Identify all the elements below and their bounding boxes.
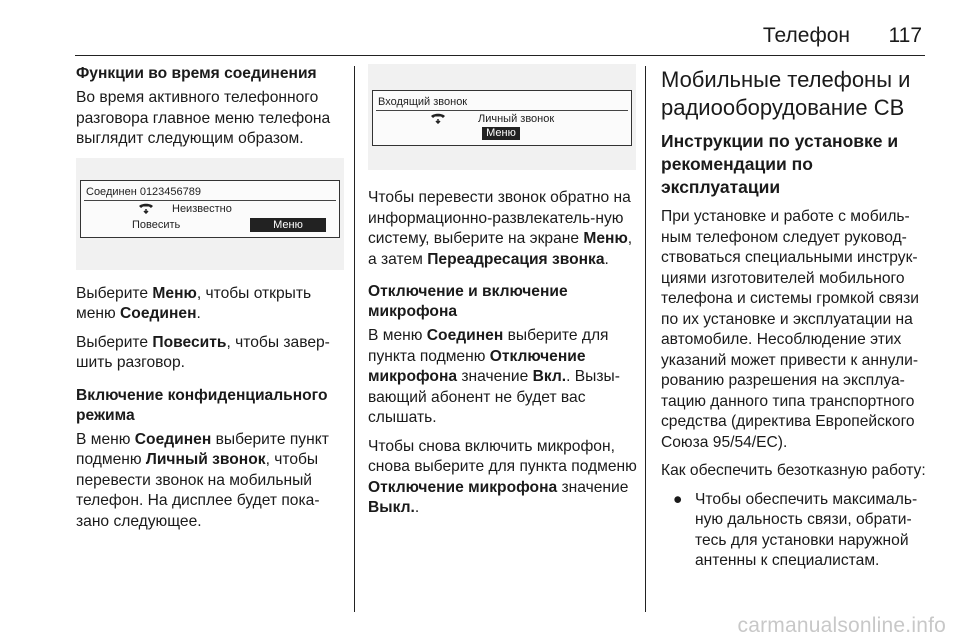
term-menu: Меню: [152, 284, 197, 302]
page-number: 117: [888, 24, 922, 47]
column-divider-1: [354, 66, 355, 612]
intro-paragraph: Во время активного телефонного разговора главное меню телефона выглядит следующим образом.: [76, 89, 331, 147]
text: Выберите: [76, 284, 153, 302]
paragraph-mute-on: [368, 326, 638, 429]
paragraph-select-menu: [76, 284, 344, 325]
paragraph-installation: При установке и работе с мобиль-ным телефоном следует руковод-ствоваться специальными инструк-циями изготовителей мобильного телефона и системы громкой связи по их установке и эксплуатации на автомобиле. Несоблюдение этих указаний может привести к аннули-рованию разрешения на эксплуа-тацию данного типа транспортного средства (директива Европейского Союза 95/54/ЕС).: [661, 208, 919, 451]
term-private-call: Личный звонок: [145, 451, 266, 468]
phone-transfer-icon: [138, 202, 154, 214]
screen-separator: [376, 110, 628, 111]
watermark: carmanualsonline.info: [737, 614, 946, 637]
term-off: Выкл.: [368, 499, 415, 516]
phone-transfer-icon: [430, 112, 446, 124]
screen-separator: [84, 200, 336, 201]
heading-mute: Отключение и включение микрофона: [368, 283, 568, 320]
screen-incoming-line: Входящий звонок: [378, 96, 468, 108]
column-1: [76, 64, 344, 540]
list-item: [673, 490, 929, 572]
term-on: Вкл.: [532, 368, 567, 385]
header-rule: [75, 55, 925, 56]
text: Выберите: [76, 333, 153, 351]
paragraph-private-call: [76, 430, 344, 533]
heading-call-functions: Функции во время соединения: [76, 65, 317, 82]
screen-menu-button: Меню: [482, 127, 520, 140]
heading-installation: Инструкции по установке и рекомендации по эксплуатации: [661, 131, 899, 197]
bullet-icon: ●: [673, 490, 683, 508]
column-2: [368, 64, 638, 527]
paragraph-hangup: [76, 333, 344, 374]
text: значение: [557, 478, 629, 496]
tips-list: [673, 490, 929, 572]
screen-menu-button: Меню: [250, 218, 326, 232]
column-3: [661, 64, 929, 572]
text: выберите пункт подменю: [76, 430, 329, 468]
term-mute: Отключение микрофона: [368, 347, 586, 385]
page-header: [0, 24, 960, 54]
text: Чтобы снова включить микрофон, снова выберите для пункта подменю: [368, 437, 637, 475]
term-connected: Соединен: [134, 430, 212, 448]
text: . Вызы-вающий абонент не будет вас слышать.: [368, 368, 620, 426]
term-call-forward: Переадресация звонка: [427, 250, 605, 268]
text: выберите для пункта подменю: [368, 327, 609, 365]
paragraph-reliable-operation: Как обеспечить безотказную работу:: [661, 462, 926, 479]
heading-mobile-phones: Мобильные телефоны и радиооборудование СВ: [661, 67, 911, 120]
term-connected: Соединен: [120, 305, 197, 322]
text: , а затем: [368, 230, 633, 268]
text: .: [604, 250, 609, 268]
text: , чтобы открыть меню: [76, 284, 312, 322]
term-hangup: Повесить: [152, 333, 227, 351]
text: , чтобы перевести звонок на мобильный телефон. На дисплее будет пока-зано следующее.: [76, 451, 320, 530]
term-mute: Отключение микрофона: [368, 478, 558, 496]
text: В меню: [368, 327, 427, 344]
section-title: Телефон: [762, 24, 850, 47]
screen-connected-line: Соединен 0123456789: [86, 185, 202, 198]
text: В меню: [76, 430, 135, 448]
screen-incoming-illustration: [368, 64, 636, 170]
paragraph-transfer-back: [368, 188, 638, 270]
term-connected: Соединен: [426, 327, 504, 344]
screen-hangup-button: Повесить: [132, 218, 181, 231]
text: .: [196, 305, 201, 322]
text: значение: [457, 368, 533, 385]
term-menu: Меню: [583, 230, 628, 247]
screen-caller-private: Личный звонок: [478, 113, 555, 125]
text: Чтобы перевести звонок обратно на информационно-развлекатель-ную систему, выберите на экране: [368, 189, 631, 247]
text: .: [414, 499, 420, 516]
text: , чтобы завер-шить разговор.: [76, 333, 330, 371]
heading-private-mode: Включение конфиденциального режима: [76, 386, 328, 424]
column-divider-2: [645, 66, 646, 612]
list-item-text: Чтобы обеспечить максималь-ную дальность связи, обрати-тесь для установки наружной антенны к специалистам.: [695, 490, 918, 569]
screen-caller-name: Неизвестно: [172, 202, 232, 215]
screen-connected-illustration: [76, 158, 344, 270]
paragraph-mute-off: [368, 437, 638, 519]
